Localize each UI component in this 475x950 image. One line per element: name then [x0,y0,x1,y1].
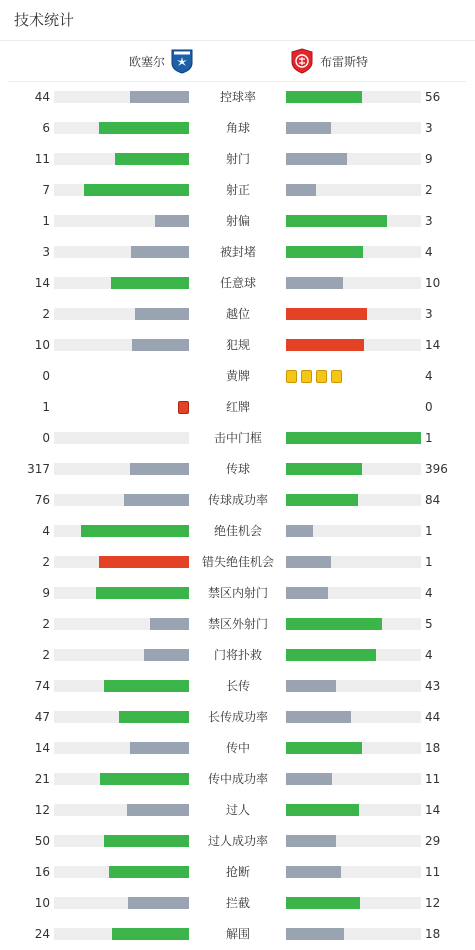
away-stat-value: 29 [425,834,441,848]
away-stat-value: 18 [425,741,441,755]
away-stat-value: 3 [425,121,433,135]
away-stat-bar-track [286,215,421,227]
away-stat-bar [286,773,332,785]
stat-label: 击中门框 [213,431,262,445]
home-stat-value: 10 [34,896,50,910]
away-stat-value: 1 [425,431,433,445]
away-stat-bar [286,184,316,196]
stat-row [0,515,475,546]
away-stat-value: 9 [425,152,433,166]
away-stat-bar-track [286,711,421,723]
home-stat-bar-track [54,649,189,661]
away-stat-bar [286,680,336,692]
home-stat-bar [130,463,189,475]
page-title: 技术统计 [14,11,75,29]
teams-header [8,41,466,81]
away-stat-value: 4 [425,586,433,600]
stat-label: 越位 [225,307,250,321]
home-stat-bar [150,618,189,630]
home-stat-bar-track [54,308,189,320]
home-stat-value: 2 [42,648,50,662]
stat-label: 射门 [225,152,250,166]
yellow-card-icon [331,370,342,383]
stat-row [0,763,475,794]
home-stat-bar-track [54,122,189,134]
home-stat-bar-track [54,773,189,785]
away-stat-bar-track [286,649,421,661]
away-stat-value: 10 [425,276,441,290]
home-stat-bar-track [54,680,189,692]
away-stat-value: 4 [425,648,433,662]
stat-label: 解围 [225,927,250,941]
home-stat-bar [130,91,189,103]
stat-row [0,453,475,484]
away-stat-value: 3 [425,214,433,228]
home-stat-value: 21 [34,772,50,786]
home-stat-value: 2 [42,307,50,321]
away-stat-bar [286,835,336,847]
away-stat-value: 12 [425,896,441,910]
away-stat-bar [286,91,362,103]
away-stat-bar [286,742,362,754]
stat-label: 红牌 [225,400,250,414]
home-stat-bar [84,184,189,196]
away-stat-bar-track [286,742,421,754]
home-stat-bar-track [54,463,189,475]
away-stat-bar-track [286,773,421,785]
away-stat-bar [286,463,362,475]
away-stat-bar-track [286,835,421,847]
stat-label: 被封堵 [219,245,256,259]
home-stat-value: 0 [42,431,50,445]
stat-row [0,422,475,453]
away-stat-value: 11 [425,772,441,786]
away-stat-bar [286,308,367,320]
home-stat-value: 12 [34,803,50,817]
stat-row [0,143,475,174]
stat-label: 角球 [225,121,250,135]
home-stat-value: 6 [42,121,50,135]
away-stat-bar-track [286,618,421,630]
stat-row [0,918,475,949]
home-stat-value: 3 [42,245,50,259]
stat-label: 拦截 [225,896,250,910]
stat-row [0,484,475,515]
home-stat-bar-track [54,432,189,444]
home-stat-bar-track [54,587,189,599]
away-stat-bar [286,618,382,630]
away-stat-bar-track [286,680,421,692]
stat-label: 禁区内射门 [207,586,268,600]
home-stat-value: 10 [34,338,50,352]
away-stat-bar [286,215,387,227]
away-stat-value: 5 [425,617,433,631]
home-stat-bar [111,277,189,289]
home-team[interactable] [8,41,193,81]
stat-row [0,825,475,856]
home-stat-bar-track [54,184,189,196]
home-stat-bar [131,246,189,258]
away-stat-value: 4 [425,245,433,259]
home-stat-bar [100,773,189,785]
home-stat-value: 1 [42,400,50,414]
stat-row [0,670,475,701]
home-stat-bar [155,215,189,227]
stat-row [0,112,475,143]
away-stat-bar-track [286,153,421,165]
home-stat-bar [104,680,189,692]
stat-label: 禁区外射门 [207,617,268,631]
home-stat-value: 44 [34,90,50,104]
home-stat-bar-track [54,91,189,103]
away-stat-value: 1 [425,524,433,538]
home-stat-bar [104,835,189,847]
yellow-card-icon [286,370,297,383]
home-stat-value: 74 [34,679,50,693]
home-stat-value: 9 [42,586,50,600]
away-stat-value: 3 [425,307,433,321]
stat-label: 长传成功率 [207,710,268,724]
stat-label: 犯规 [225,338,250,352]
away-stat-bar [286,711,351,723]
away-stat-bar [286,339,364,351]
away-stat-value: 2 [425,183,433,197]
away-stat-value: 4 [425,369,433,383]
away-stat-bar-track [286,246,421,258]
away-stat-bar-track [286,184,421,196]
stat-label: 传球 [225,462,250,476]
home-stat-bar [112,928,189,940]
home-stat-bar-track [54,804,189,816]
home-stat-value: 14 [34,276,50,290]
away-stat-bar [286,897,360,909]
home-stat-bar-track [54,246,189,258]
away-team-name: 布雷斯特 [320,54,369,69]
stat-label: 门将扑救 [213,648,262,662]
away-stat-bar-track [286,897,421,909]
away-stat-bar-track [286,122,421,134]
stat-label: 任意球 [219,276,256,290]
away-stat-bar [286,153,347,165]
home-stat-bar [135,308,189,320]
stat-row [0,701,475,732]
yellow-card-icon [316,370,327,383]
stat-label: 控球率 [219,90,256,104]
away-stat-value: 14 [425,803,441,817]
stat-row [0,639,475,670]
home-cards [178,401,189,415]
away-stat-bar [286,804,359,816]
home-stat-value: 1 [42,214,50,228]
away-stat-value: 0 [425,400,433,414]
home-stat-bar-track [54,897,189,909]
away-stat-bar [286,525,313,537]
home-stat-value: 7 [42,183,50,197]
away-stat-bar [286,277,343,289]
away-stat-value: 11 [425,865,441,879]
away-stat-bar [286,432,421,444]
away-stat-bar [286,587,328,599]
stat-row [0,360,475,391]
home-stat-bar [124,494,189,506]
away-stat-bar-track [286,587,421,599]
home-stat-bar-track [54,618,189,630]
home-stat-value: 11 [34,152,50,166]
away-stat-value: 43 [425,679,441,693]
stat-label: 射偏 [225,214,250,228]
home-stat-value: 2 [42,555,50,569]
home-stat-bar-track [54,835,189,847]
stat-row [0,732,475,763]
away-stat-value: 18 [425,927,441,941]
away-stat-value: 396 [425,462,448,476]
home-stat-bar-track [54,556,189,568]
stat-label: 传球成功率 [207,493,268,507]
home-stat-bar-track [54,928,189,940]
home-stat-bar-track [54,742,189,754]
stat-row [0,391,475,422]
home-stat-bar [99,122,189,134]
home-stat-value: 24 [34,927,50,941]
away-stat-bar [286,494,358,506]
away-stat-bar [286,649,376,661]
home-stat-value: 2 [42,617,50,631]
away-stat-bar-track [286,339,421,351]
stat-row [0,856,475,887]
home-stat-bar [109,866,189,878]
home-stat-value: 317 [27,462,50,476]
away-stat-value: 84 [425,493,441,507]
stat-row [0,608,475,639]
away-stat-bar [286,246,363,258]
away-stat-bar-track [286,308,421,320]
stat-row [0,298,475,329]
away-cards [286,370,342,384]
home-stat-value: 50 [34,834,50,848]
home-stat-bar [127,804,189,816]
stat-label: 错失绝佳机会 [201,555,274,569]
home-team-logo-icon [171,48,193,74]
stat-label: 过人 [225,803,250,817]
home-stat-bar [99,556,189,568]
home-stat-value: 14 [34,741,50,755]
away-team[interactable] [290,41,460,81]
stats-list [0,81,475,949]
stat-row [0,329,475,360]
home-stat-bar [96,587,189,599]
stat-label: 绝佳机会 [213,524,262,538]
home-stat-value: 47 [34,710,50,724]
stat-row [0,236,475,267]
stat-row [0,794,475,825]
home-stat-value: 76 [34,493,50,507]
away-stat-bar-track [286,866,421,878]
away-stat-bar-track [286,494,421,506]
away-stat-bar-track [286,525,421,537]
home-stat-bar-track [54,866,189,878]
away-stat-bar [286,928,344,940]
home-stat-bar-track [54,525,189,537]
away-stat-bar-track [286,928,421,940]
stat-label: 长传 [225,679,250,693]
stat-row [0,267,475,298]
stat-row [0,887,475,918]
home-stat-bar [130,742,189,754]
stat-label: 过人成功率 [207,834,268,848]
away-team-logo-icon [290,48,314,74]
away-stat-bar-track [286,432,421,444]
stat-label: 黄牌 [225,369,250,383]
home-stat-bar-track [54,153,189,165]
away-stat-value: 14 [425,338,441,352]
home-stat-value: 4 [42,524,50,538]
away-stat-bar [286,556,331,568]
stat-row [0,81,475,112]
away-stat-value: 1 [425,555,433,569]
away-stat-value: 56 [425,90,441,104]
home-stat-bar [144,649,189,661]
away-stat-bar-track [286,556,421,568]
home-stat-bar [115,153,189,165]
home-stat-bar-track [54,494,189,506]
home-team-name: 欧塞尔 [128,54,165,69]
yellow-card-icon [301,370,312,383]
home-stat-bar-track [54,339,189,351]
stat-label: 传中成功率 [207,772,268,786]
home-stat-bar [128,897,189,909]
away-stat-value: 44 [425,710,441,724]
stat-label: 射正 [225,183,250,197]
stat-row [0,174,475,205]
away-stat-bar-track [286,277,421,289]
stat-row [0,546,475,577]
home-stat-bar-track [54,277,189,289]
home-stat-bar [119,711,189,723]
away-stat-bar [286,866,341,878]
home-stat-value: 0 [42,369,50,383]
stat-label: 抢断 [225,865,250,879]
stat-row [0,205,475,236]
home-stat-bar-track [54,215,189,227]
away-stat-bar [286,122,331,134]
home-stat-value: 16 [34,865,50,879]
stat-row [0,577,475,608]
away-stat-bar-track [286,91,421,103]
red-card-icon [178,401,189,414]
home-stat-bar-track [54,711,189,723]
home-stat-bar [81,525,189,537]
away-stat-bar-track [286,804,421,816]
home-stat-bar [132,339,189,351]
away-stat-bar-track [286,463,421,475]
stat-label: 传中 [225,741,250,755]
